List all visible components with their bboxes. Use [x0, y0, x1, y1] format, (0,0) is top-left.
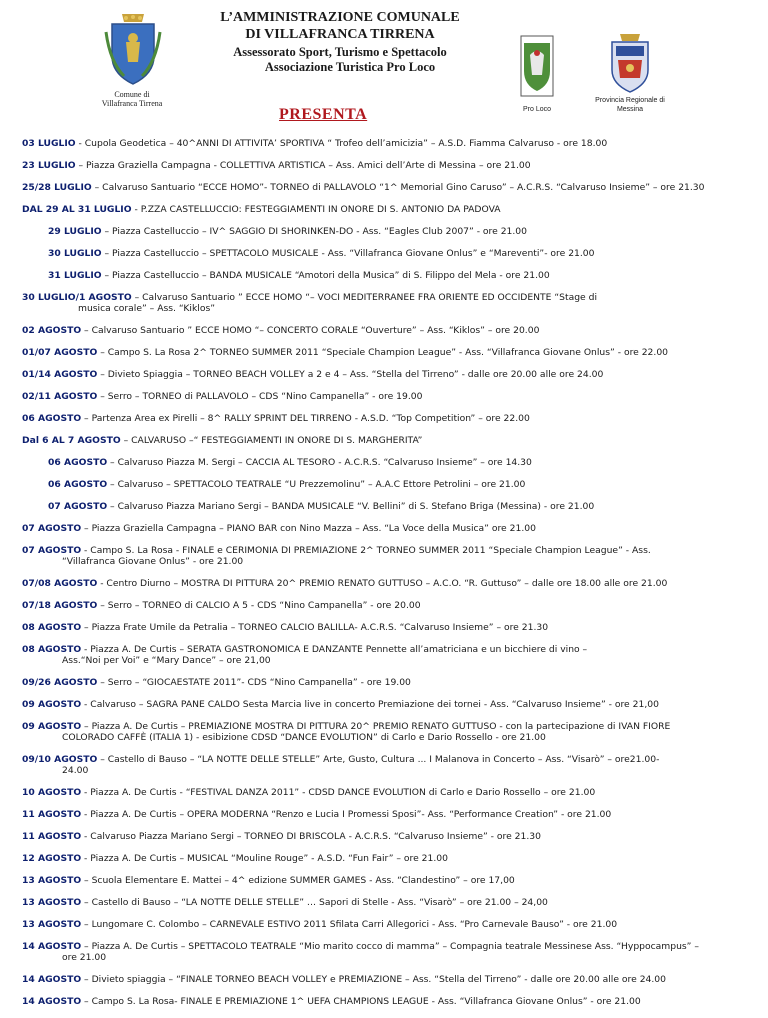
event-description: – Piazza A. De Curtis – PREMIAZIONE MOSTRA DI PITTURA 20^ PREMIO RENATO GUTTUSO - con la partecipazione di IVAN FIORE: [81, 721, 671, 732]
proloco-logo: [520, 35, 554, 97]
comune-crest-icon: [104, 12, 162, 88]
event-description: - Calvaruso – SAGRA PANE CALDO Sesta Marcia live in concerto Premiazione dei tornei - Ass. “Calvaruso Insieme” - ore 21,00: [81, 699, 659, 710]
event-date: 14 AGOSTO: [22, 941, 82, 952]
event-description: – Piazza Graziella Campagna - COLLETTIVA ARTISTICA – Ass. Amici dell’Arte di Messina – ore 21.00: [75, 160, 531, 171]
event-row: [22, 941, 750, 963]
event-row: [22, 391, 750, 402]
event-row: [22, 182, 750, 193]
presenta-title: PRESENTA: [279, 106, 368, 123]
event-description: – Lungomare C. Colombo – CARNEVALE ESTIVO 2011 Sfilata Carri Allegorici - Ass. “Pro Carnevale Bauso” - ore 21.00: [81, 919, 618, 930]
event-description: – Serro – “GIOCAESTATE 2011”- CDS “Nino Campanella” - ore 19.00: [97, 677, 411, 688]
event-description: – Calvaruso Santuario ” ECCE HOMO “– VOCI MEDITERRANEE FRA ORIENTE ED OCCIDENTE “Stage di: [131, 292, 598, 303]
event-description: - Calvaruso Piazza Mariano Sergi – TORNEO DI BRISCOLA - A.C.R.S. “Calvaruso Insieme” - ore 21.30: [81, 831, 541, 842]
event-row: [22, 996, 750, 1007]
event-date: 13 AGOSTO: [22, 919, 82, 930]
event-row: [22, 875, 750, 886]
event-row: [22, 831, 750, 842]
event-description: - P.ZZA CASTELLUCCIO: FESTEGGIAMENTI IN ONORE DI S. ANTONIO DA PADOVA: [131, 204, 501, 215]
event-row: [22, 138, 750, 149]
provincia-crest-icon: [608, 32, 652, 94]
event-row: [22, 325, 750, 336]
event-date: 08 AGOSTO: [22, 644, 82, 655]
event-row: [22, 754, 750, 776]
event-date: 30 LUGLIO/1 AGOSTO: [22, 292, 132, 303]
event-row: [22, 204, 750, 215]
event-row: [48, 248, 750, 259]
proloco-caption: Pro Loco: [522, 106, 552, 113]
event-date: 30 LUGLIO: [48, 248, 102, 259]
event-date: 07 AGOSTO: [22, 523, 82, 534]
event-description: – Piazza Castelluccio – BANDA MUSICALE “Amotori della Musica” di S. Filippo del Mela - ore 21.00: [101, 270, 550, 281]
event-date: 07 AGOSTO: [22, 545, 82, 556]
comune-caption-1: Comune di: [114, 90, 150, 99]
event-description-continued: COLORADO CAFFÈ (ITALIA 1) - esibizione CDSD “DANCE EVOLUTION” di Carlo e Dario Rossello - ore 21.00: [62, 732, 546, 743]
event-row: [22, 292, 750, 314]
event-description: – Piazza Graziella Campagna – PIANO BAR con Nino Mazza – Ass. “La Voce della Musica” ore 21.00: [81, 523, 536, 534]
event-description: – Piazza A. De Curtis – SPETTACOLO TEATRALE “Mio marito cocco di mamma” – Compagnia teatrale Messinese Ass. “Hyppocampus” –: [81, 941, 699, 952]
event-date: 02 AGOSTO: [22, 325, 82, 336]
event-row: [22, 853, 750, 864]
event-date: 09 AGOSTO: [22, 699, 82, 710]
events-list: [22, 138, 750, 1018]
event-date: 03 LUGLIO: [22, 138, 76, 149]
event-row: [22, 600, 750, 611]
event-date: 06 AGOSTO: [48, 457, 108, 468]
event-description-continued: “Villafranca Giovane Onlus” - ore 21.00: [62, 556, 244, 567]
event-date: 11 AGOSTO: [22, 809, 82, 820]
event-row: [22, 809, 750, 820]
event-description: – Partenza Area ex Pirelli – 8^ RALLY SPRINT DEL TIRRENO - A.S.D. “Top Competition” – ore 22.00: [81, 413, 530, 424]
event-date: 25/28 LUGLIO: [22, 182, 92, 193]
event-description: - Campo S. La Rosa - FINALE e CERIMONIA DI PREMIAZIONE 2^ TORNEO SUMMER 2011 “Speciale Champion League” - Ass.: [81, 545, 651, 556]
event-description: - Piazza A. De Curtis - “FESTIVAL DANZA 2011” - CDSD DANCE EVOLUTION di Carlo e Dario Rossello – ore 21.00: [81, 787, 596, 798]
event-date: 07 AGOSTO: [48, 501, 108, 512]
event-description: - Piazza A. De Curtis – SERATA GASTRONOMICA E DANZANTE Pennette all’amatriciana e un bicchiere di vino –: [81, 644, 588, 655]
event-row: [48, 501, 750, 512]
event-row: [22, 545, 750, 567]
event-row: [22, 919, 750, 930]
event-row: [48, 226, 750, 237]
header-line-4: Associazione Turistica Pro Loco: [264, 60, 436, 74]
event-description: - Piazza A. De Curtis – OPERA MODERNA “Renzo e Lucia I Promessi Sposi”- Ass. “Performance Creation” - ore 21.00: [81, 809, 612, 820]
event-description: – Campo S. La Rosa 2^ TORNEO SUMMER 2011 “Speciale Champion League” - Ass. “Villafranca Giovane Onlus” - ore 22.00: [97, 347, 669, 358]
event-row: [48, 270, 750, 281]
event-description: – Serro – TORNEO di PALLAVOLO – CDS “Nino Campanella” - ore 19.00: [97, 391, 423, 402]
event-row: [48, 457, 750, 468]
event-description: - Cupola Geodetica – 40^ANNI DI ATTIVITA’ SPORTIVA “ Trofeo dell’amicizia” – A.S.D. Fiamma Calvaruso - ore 18.00: [75, 138, 608, 149]
comune-logo: [104, 12, 162, 88]
header-line-1: L’AMMINISTRAZIONE COMUNALE: [220, 10, 460, 25]
event-description: – CALVARUSO –“ FESTEGGIAMENTI IN ONORE DI S. MARGHERITA”: [120, 435, 423, 446]
event-row: [22, 160, 750, 171]
event-row: [22, 787, 750, 798]
event-description: – Piazza Castelluccio – SPETTACOLO MUSICALE - Ass. “Villafranca Giovane Onlus” e “Mareventi”- ore 21.00: [101, 248, 595, 259]
header-line-2: DI VILLAFRANCA TIRRENA: [245, 27, 435, 42]
event-description: – Piazza Frate Umile da Petralia – TORNEO CALCIO BALILLA- A.C.R.S. “Calvaruso Insieme” – ore 21.30: [81, 622, 549, 633]
header-line-3: Assessorato Sport, Turismo e Spettacolo: [233, 45, 447, 59]
event-row: [22, 644, 750, 666]
event-row: [22, 699, 750, 710]
event-description: – Piazza Castelluccio – IV^ SAGGIO DI SHORINKEN-DO - Ass. “Eagles Club 2007” - ore 21.00: [101, 226, 527, 237]
event-description: – Calvaruso Santuario “ECCE HOMO”- TORNEO di PALLAVOLO “1^ Memorial Gino Caruso” – A.C.R.S. “Calvaruso Insieme” – ore 21.30: [91, 182, 705, 193]
event-description: – Serro – TORNEO di CALCIO A 5 - CDS “Nino Campanella” - ore 20.00: [97, 600, 421, 611]
event-date: Dal 6 AL 7 AGOSTO: [22, 435, 121, 446]
event-description: - Centro Diurno – MOSTRA DI PITTURA 20^ PREMIO RENATO GUTTUSO – A.C.O. “R. Guttuso” – dalle ore 18.00 alle ore 21.00: [97, 578, 668, 589]
event-description: – Calvaruso – SPETTACOLO TEATRALE “U Prezzemolinu” – A.A.C Ettore Petrolini – ore 21.00: [107, 479, 526, 490]
event-description: – Castello di Bauso – “LA NOTTE DELLE STELLE” Arte, Gusto, Cultura ... I Malanova in Concerto – Ass. “Visarò” – ore21.00-: [97, 754, 660, 765]
event-date: 12 AGOSTO: [22, 853, 82, 864]
event-date: 07/08 AGOSTO: [22, 578, 98, 589]
event-description-continued: 24.00: [62, 765, 89, 776]
event-description: – Calvaruso Piazza Mariano Sergi – BANDA MUSICALE “V. Bellini” di S. Stefano Briga (Messina) - ore 21.00: [107, 501, 595, 512]
event-date: 09/10 AGOSTO: [22, 754, 98, 765]
event-row: [22, 578, 750, 589]
event-date: 07/18 AGOSTO: [22, 600, 98, 611]
event-row: [22, 897, 750, 908]
event-date: 31 LUGLIO: [48, 270, 102, 281]
event-row: [22, 347, 750, 358]
event-description-continued: musica corale” – Ass. “Kiklos”: [78, 303, 215, 314]
event-date: 06 AGOSTO: [48, 479, 108, 490]
event-row: [22, 622, 750, 633]
provincia-logo: [608, 32, 652, 94]
event-date: 09 AGOSTO: [22, 721, 82, 732]
comune-caption-2: Villafranca Tirrena: [101, 99, 163, 108]
event-description: – Campo S. La Rosa- FINALE E PREMIAZIONE 1^ UEFA CHAMPIONS LEAGUE - Ass. “Villafranca Giovane Onlus” - ore 21.00: [81, 996, 641, 1007]
event-date: 13 AGOSTO: [22, 875, 82, 886]
event-description: – Castello di Bauso – “LA NOTTE DELLE STELLE” … Sapori di Stelle - Ass. “Visarò” – ore 21.00 – 24,00: [81, 897, 548, 908]
event-row: [22, 974, 750, 985]
event-row: [22, 523, 750, 534]
event-row: [22, 677, 750, 688]
event-date: 09/26 AGOSTO: [22, 677, 98, 688]
event-row: [22, 369, 750, 380]
event-date: 29 LUGLIO: [48, 226, 102, 237]
event-date: 02/11 AGOSTO: [22, 391, 98, 402]
event-date: 10 AGOSTO: [22, 787, 82, 798]
event-description: – Calvaruso Santuario ” ECCE HOMO “– CONCERTO CORALE “Ouverture” – Ass. “Kiklos” – ore 20.00: [81, 325, 540, 336]
proloco-crest-icon: [520, 35, 554, 97]
event-description-continued: ore 21.00: [62, 952, 107, 963]
event-date: 06 AGOSTO: [22, 413, 82, 424]
event-date: DAL 29 AL 31 LUGLIO: [22, 204, 132, 215]
event-description: - Piazza A. De Curtis – MUSICAL “Mouline Rouge” - A.S.D. “Fun Fair” – ore 21.00: [81, 853, 448, 864]
event-date: 01/14 AGOSTO: [22, 369, 98, 380]
event-date: 23 LUGLIO: [22, 160, 76, 171]
event-description: – Scuola Elementare E. Mattei – 4^ edizione SUMMER GAMES - Ass. “Clandestino” – ore 17,00: [81, 875, 515, 886]
event-row: [22, 721, 750, 743]
event-row: [48, 479, 750, 490]
event-date: 08 AGOSTO: [22, 622, 82, 633]
event-description: – Calvaruso Piazza M. Sergi – CACCIA AL TESORO - A.C.R.S. “Calvaruso Insieme” – ore 14.30: [107, 457, 532, 468]
event-row: [22, 413, 750, 424]
event-date: 14 AGOSTO: [22, 974, 82, 985]
event-date: 11 AGOSTO: [22, 831, 82, 842]
provincia-caption-1: Provincia Regionale di: [595, 97, 665, 104]
event-date: 13 AGOSTO: [22, 897, 82, 908]
event-row: [22, 435, 750, 446]
event-description: – Divieto Spiaggia – TORNEO BEACH VOLLEY a 2 e 4 – Ass. “Stella del Tirreno” - dalle ore 20.00 alle ore 24.00: [97, 369, 604, 380]
event-description-continued: Ass.“Noi per Voi” e “Mary Dance” – ore 21,00: [62, 655, 271, 666]
event-description: – Divieto spiaggia – “FINALE TORNEO BEACH VOLLEY e PREMIAZIONE – Ass. “Stella del Tirreno” - dalle ore 20.00 alle ore 24.00: [81, 974, 667, 985]
provincia-caption-2: Messina: [616, 106, 644, 113]
event-date: 01/07 AGOSTO: [22, 347, 98, 358]
event-date: 14 AGOSTO: [22, 996, 82, 1007]
